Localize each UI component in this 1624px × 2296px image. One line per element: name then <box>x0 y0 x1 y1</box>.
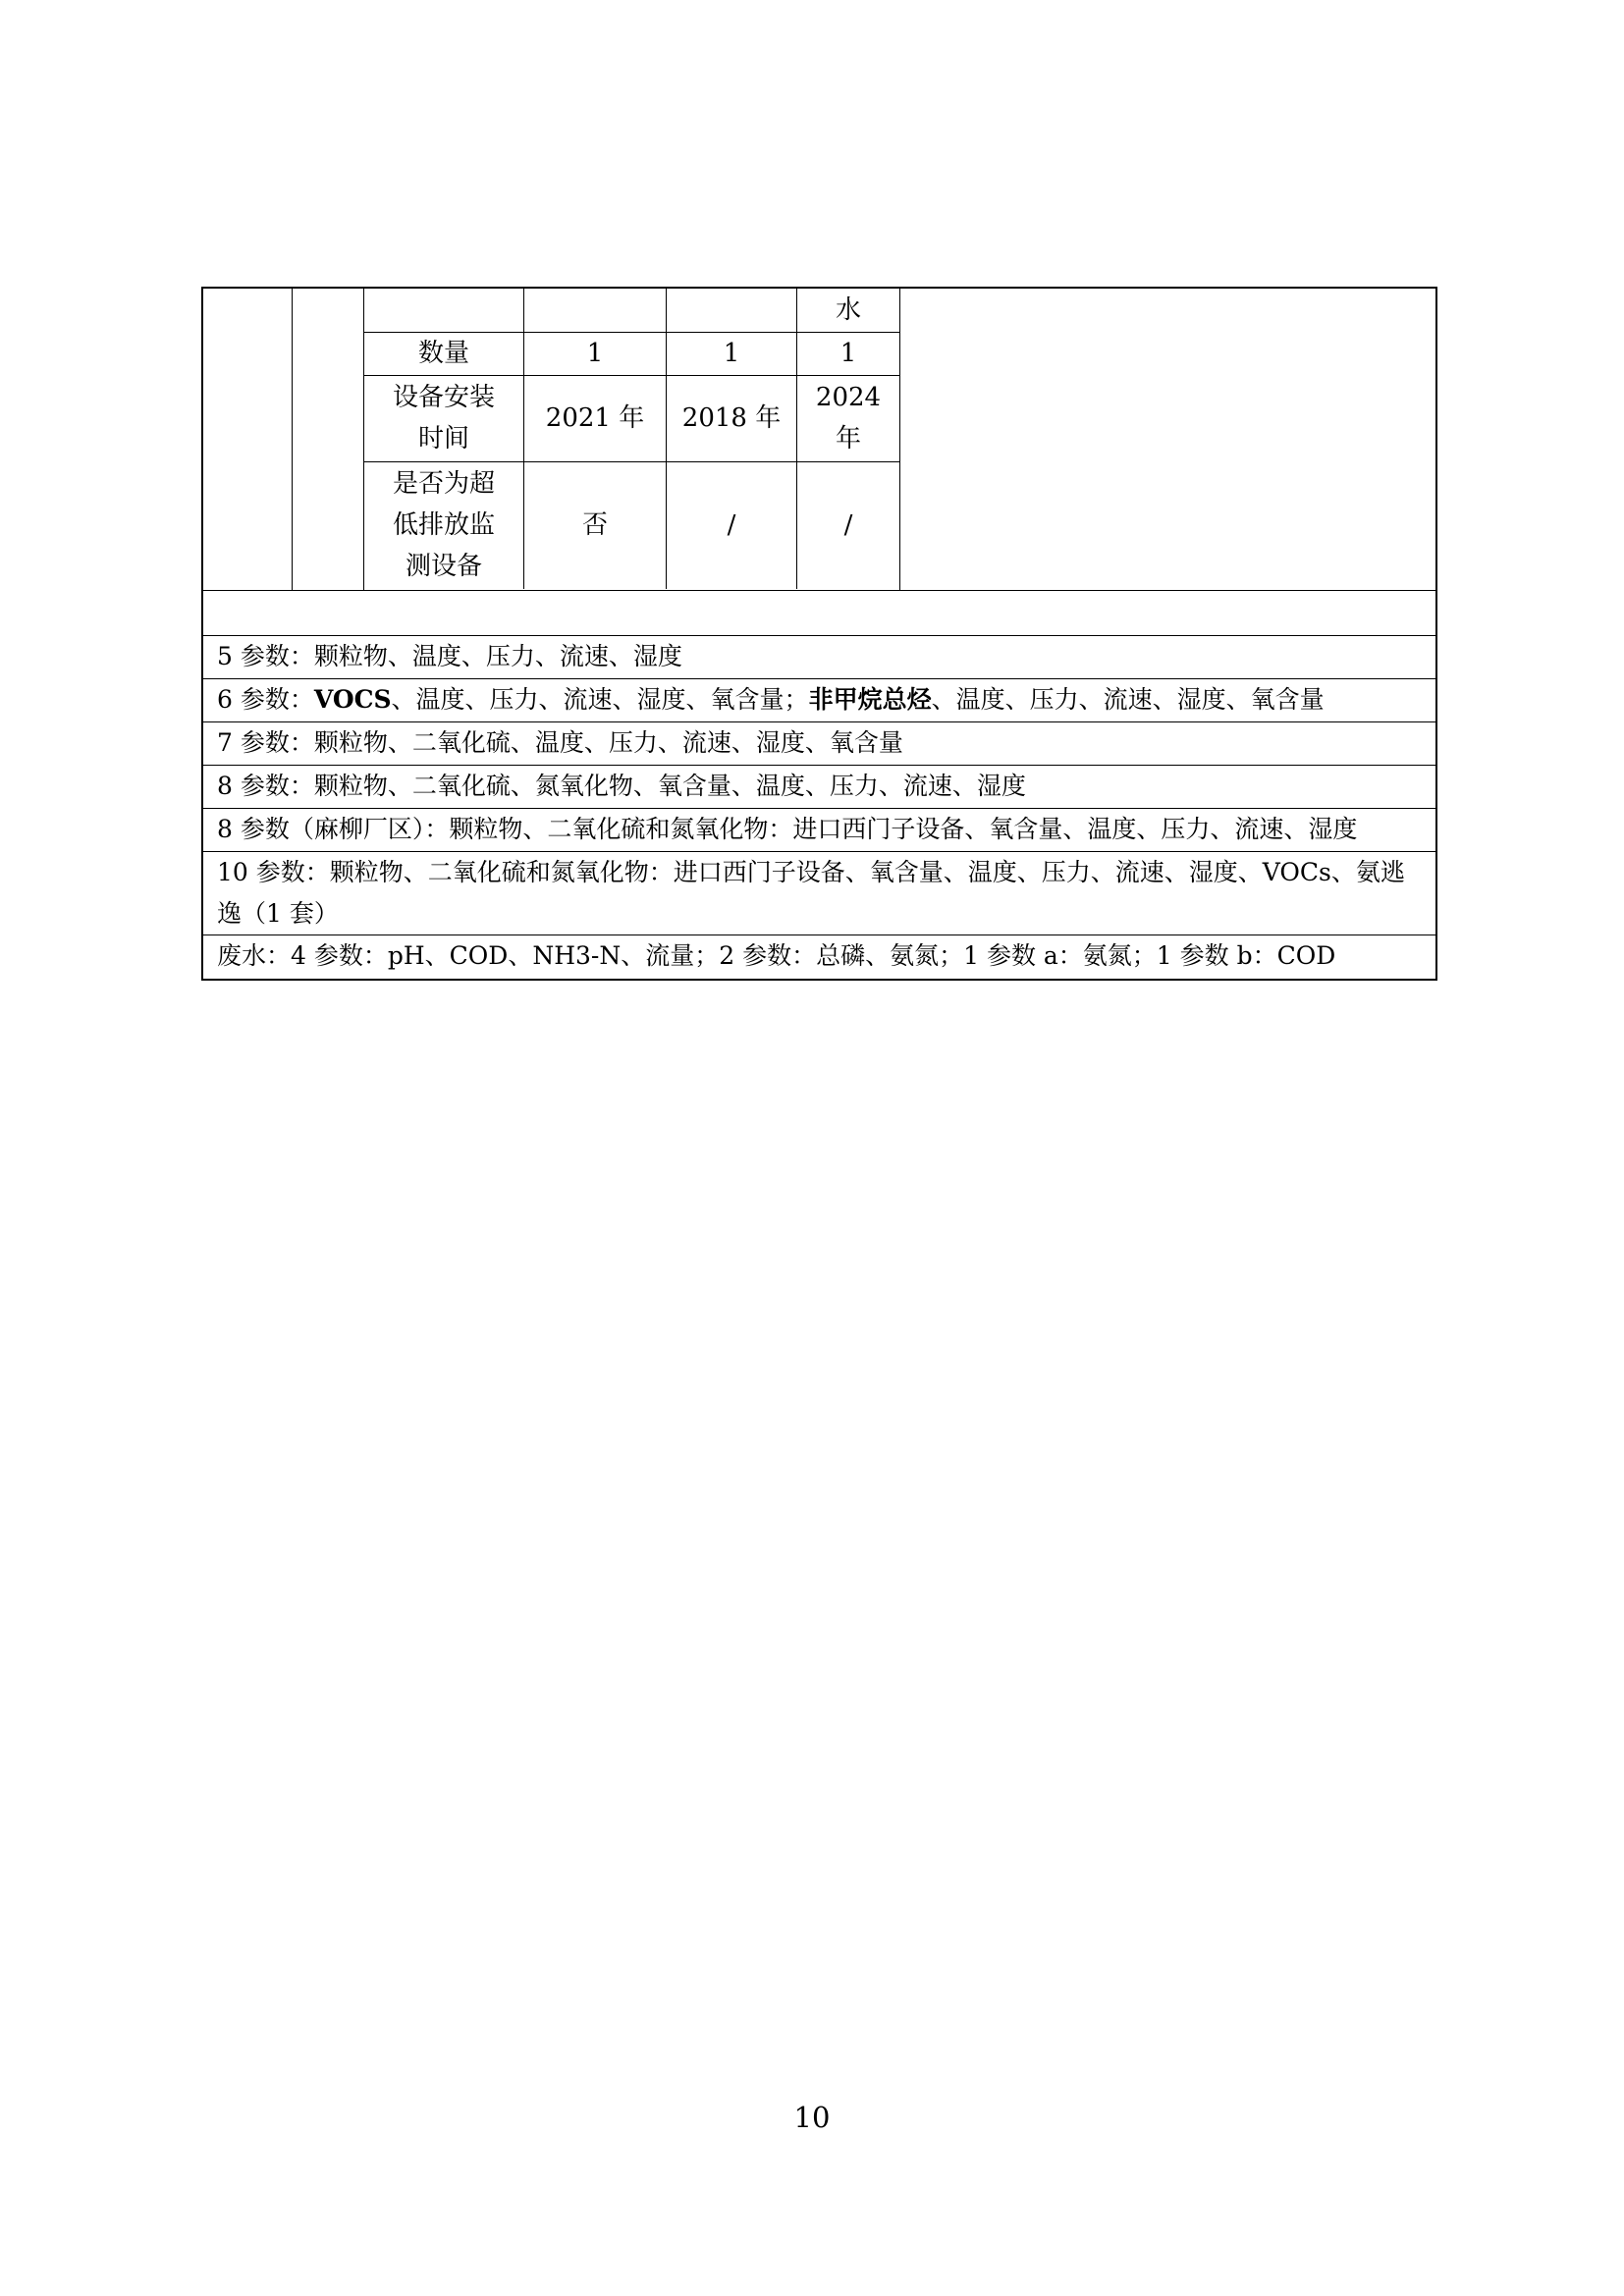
note-text: 6 参数： <box>217 685 314 714</box>
cell <box>524 289 667 332</box>
cell: 1 <box>667 332 797 375</box>
cell: 否 <box>524 461 667 589</box>
blank-row <box>203 591 1435 636</box>
cell: 1 <box>797 332 900 375</box>
note-8-params: 8 参数：颗粒物、二氧化硫、氮氧化物、氧含量、温度、压力、流速、湿度 <box>203 766 1435 809</box>
note-bold-text: VOCS <box>313 685 392 714</box>
note-10-params: 10 参数：颗粒物、二氧化硫和氮氧化物：进口西门子设备、氧含量、温度、压力、流速、湿度、VOCs、氨逃逸（1 套） <box>203 852 1435 935</box>
note-text: 、温度、压力、流速、湿度、氧含量 <box>931 685 1325 714</box>
table-row <box>364 332 900 375</box>
page-number: 10 <box>793 2101 831 2134</box>
equipment-details-section <box>203 289 1435 591</box>
column-divider <box>292 289 293 590</box>
row-label: 是否为超 低排放监 测设备 <box>364 461 524 589</box>
equipment-sub-table <box>363 289 900 589</box>
cell: 2021 年 <box>524 375 667 461</box>
cell: / <box>797 461 900 589</box>
note-5-params: 5 参数：颗粒物、温度、压力、流速、湿度 <box>203 636 1435 679</box>
note-7-params: 7 参数：颗粒物、二氧化硫、温度、压力、流速、湿度、氧含量 <box>203 722 1435 766</box>
cell: 1 <box>524 332 667 375</box>
row-label: 设备安装 时间 <box>364 375 524 461</box>
cell: 2018 年 <box>667 375 797 461</box>
note-text: 、温度、压力、流速、湿度、氧含量； <box>391 685 809 714</box>
row-label <box>364 289 524 332</box>
table-row <box>364 375 900 461</box>
monitoring-equipment-table <box>201 287 1437 981</box>
note-8-params-maliu: 8 参数（麻柳厂区）：颗粒物、二氧化硫和氮氧化物：进口西门子设备、氧含量、温度、压力、流速、湿度 <box>203 809 1435 852</box>
table-row <box>364 289 900 332</box>
cell: 2024 年 <box>797 375 900 461</box>
note-bold-text: 非甲烷总烃 <box>808 685 932 714</box>
note-6-params <box>203 679 1435 722</box>
row-label: 数量 <box>364 332 524 375</box>
cell: / <box>667 461 797 589</box>
cell: 水 <box>797 289 900 332</box>
table-row <box>364 461 900 589</box>
note-wastewater: 废水：4 参数：pH、COD、NH3-N、流量；2 参数：总磷、氨氮；1 参数 a：氨氮；1 参数 b：COD <box>217 941 1336 970</box>
cell <box>667 289 797 332</box>
